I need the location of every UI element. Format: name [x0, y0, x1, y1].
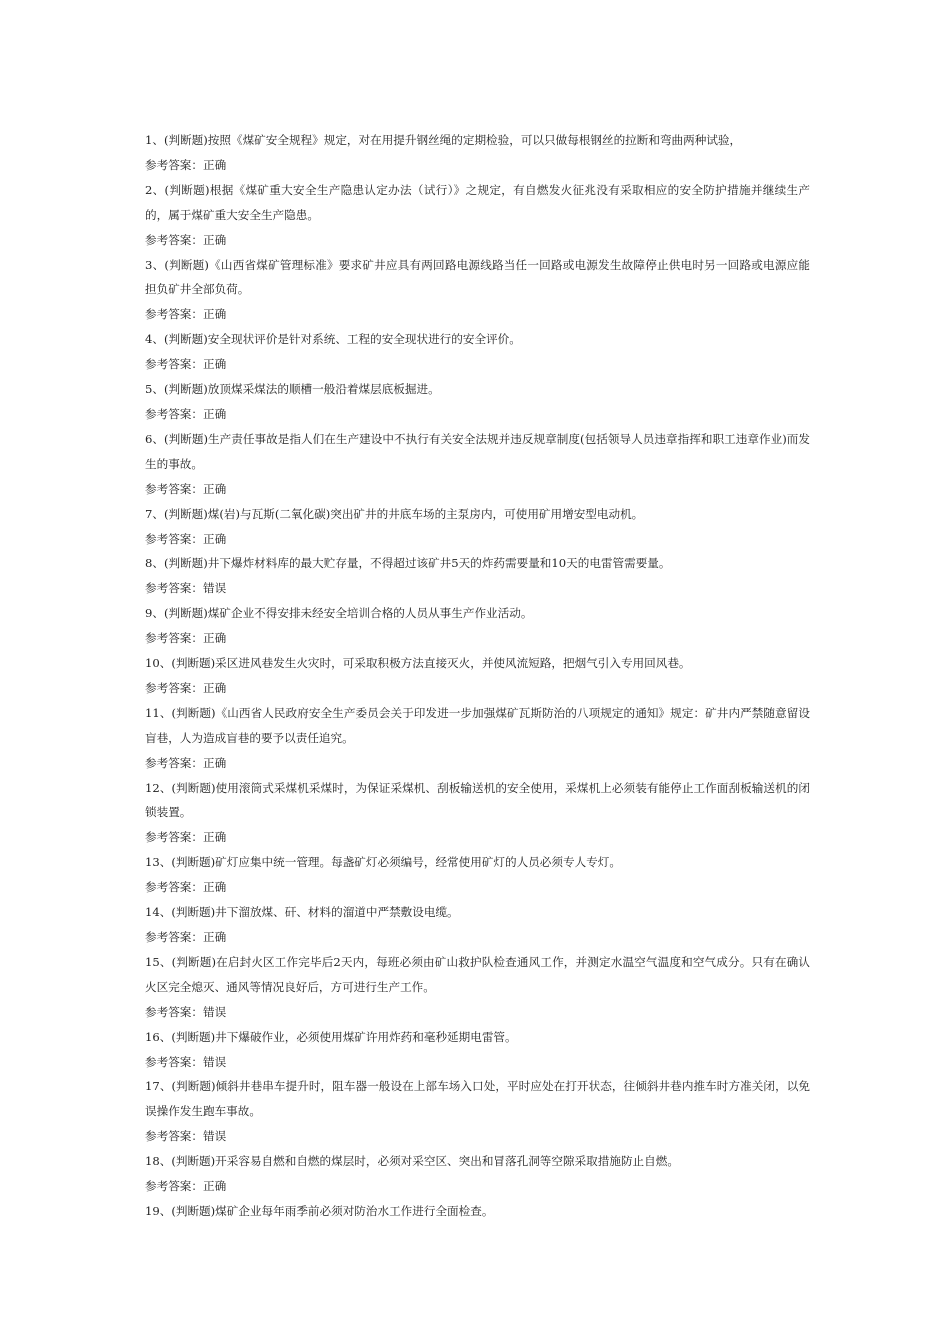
question-text: 11、(判断题)《山西省人民政府安全生产委员会关于印发进一步加强煤矿瓦斯防治的八项规定的通知》规定：矿井内严禁随意留设盲巷，人为造成盲巷的要予以责任追究。 — [145, 705, 810, 745]
question-item — [145, 651, 810, 701]
document-page — [145, 128, 810, 1224]
answer-text: 参考答案：正确 — [145, 157, 227, 172]
answer-text: 参考答案：正确 — [145, 307, 227, 322]
question-item — [145, 551, 810, 601]
question-item — [145, 1074, 810, 1149]
question-text: 3、(判断题)《山西省煤矿管理标准》要求矿井应具有两回路电源线路当任一回路或电源发生故障停止供电时另一回路或电源应能担负矿井全部负荷。 — [145, 257, 810, 297]
question-text: 5、(判断题)放顶煤采煤法的顺槽一般沿着煤层底板掘进。 — [145, 382, 440, 397]
answer-text: 参考答案：正确 — [145, 680, 227, 695]
question-item — [145, 601, 810, 651]
question-item — [145, 502, 810, 552]
answer-text: 参考答案：正确 — [145, 406, 227, 421]
question-item — [145, 1149, 810, 1199]
question-text: 13、(判断题)矿灯应集中统一管理。每盏矿灯必须编号，经常使用矿灯的人员必须专人专灯。 — [145, 855, 621, 870]
question-item — [145, 1199, 810, 1224]
question-text: 14、(判断题)井下溜放煤、矸、材料的溜道中严禁敷设电缆。 — [145, 905, 459, 920]
answer-text: 参考答案：正确 — [145, 357, 227, 372]
answer-text: 参考答案：错误 — [145, 1129, 227, 1144]
question-text: 6、(判断题)生产责任事故是指人们在生产建设中不执行有关安全法规并违反规章制度(包括领导人员违章指挥和职工违章作业)而发生的事故。 — [145, 431, 810, 471]
answer-text: 参考答案：正确 — [145, 880, 227, 895]
question-item — [145, 776, 810, 851]
question-text: 19、(判断题)煤矿企业每年雨季前必须对防治水工作进行全面检查。 — [145, 1203, 494, 1218]
answer-text: 参考答案：正确 — [145, 531, 227, 546]
answer-text: 参考答案：正确 — [145, 930, 227, 944]
question-item — [145, 1025, 810, 1075]
question-item — [145, 950, 810, 1025]
question-item — [145, 900, 810, 950]
question-item — [145, 377, 810, 427]
answer-text: 参考答案：正确 — [145, 481, 227, 496]
answer-text: 参考答案：正确 — [145, 1179, 227, 1194]
question-text: 1、(判断题)按照《煤矿安全规程》规定，对在用提升钢丝绳的定期检验，可以只做每根钢丝的拉断和弯曲两种试验， — [145, 133, 742, 147]
answer-text: 参考答案：正确 — [145, 830, 227, 845]
question-text: 18、(判断题)开采容易自燃和自燃的煤层时，必须对采空区、突出和冒落孔洞等空隙采取措施防止自燃。 — [145, 1154, 679, 1169]
question-text: 4、(判断题)安全现状评价是针对系统、工程的安全现状进行的安全评价。 — [145, 332, 521, 347]
answer-text: 参考答案：正确 — [145, 232, 227, 247]
question-text: 8、(判断题)井下爆炸材料库的最大贮存量，不得超过该矿井5天的炸药需要量和10天的电雷管需要量。 — [145, 556, 671, 571]
question-text: 7、(判断题)煤(岩)与瓦斯(二氧化碳)突出矿井的井底车场的主泵房内，可使用矿用增安型电动机。 — [145, 506, 644, 521]
question-text: 9、(判断题)煤矿企业不得安排未经安全培训合格的人员从事生产作业活动。 — [145, 606, 533, 621]
question-item — [145, 427, 810, 502]
question-item — [145, 178, 810, 253]
question-text: 12、(判断题)使用滚筒式采煤机采煤时，为保证采煤机、刮板输送机的安全使用，采煤机上必须装有能停止工作面刮板输送机的闭锁装置。 — [145, 780, 810, 820]
question-text: 17、(判断题)倾斜井巷串车提升时，阻车器一般设在上部车场入口处，平时应处在打开状态，往倾斜井巷内推车时方准关闭，以免误操作发生跑车事故。 — [145, 1079, 810, 1119]
question-text: 10、(判断题)采区进风巷发生火灾时，可采取积极方法直接灭火，并使风流短路，把烟气引入专用回风巷。 — [145, 656, 691, 671]
answer-text: 参考答案：正确 — [145, 631, 227, 646]
question-text: 16、(判断题)井下爆破作业，必须使用煤矿许用炸药和毫秒延期电雷管。 — [145, 1029, 517, 1044]
question-item — [145, 327, 810, 377]
answer-text: 参考答案：错误 — [145, 1054, 227, 1069]
question-text: 15、(判断题)在启封火区工作完毕后2天内，每班必须由矿山救护队检查通风工作，并测定水温空气温度和空气成分。只有在确认火区完全熄灭、通风等情况良好后，方可进行生产工作。 — [145, 954, 810, 994]
question-item — [145, 253, 810, 328]
question-item — [145, 128, 810, 178]
question-text: 2、(判断题)根据《煤矿重大安全生产隐患认定办法（试行）》之规定，有自燃发火征兆没有采取相应的安全防护措施并继续生产的，属于煤矿重大安全生产隐患。 — [145, 182, 810, 222]
question-item — [145, 701, 810, 776]
question-item — [145, 850, 810, 900]
answer-text: 参考答案：正确 — [145, 755, 227, 770]
answer-text: 参考答案：错误 — [145, 581, 227, 596]
answer-text: 参考答案：错误 — [145, 1004, 227, 1019]
